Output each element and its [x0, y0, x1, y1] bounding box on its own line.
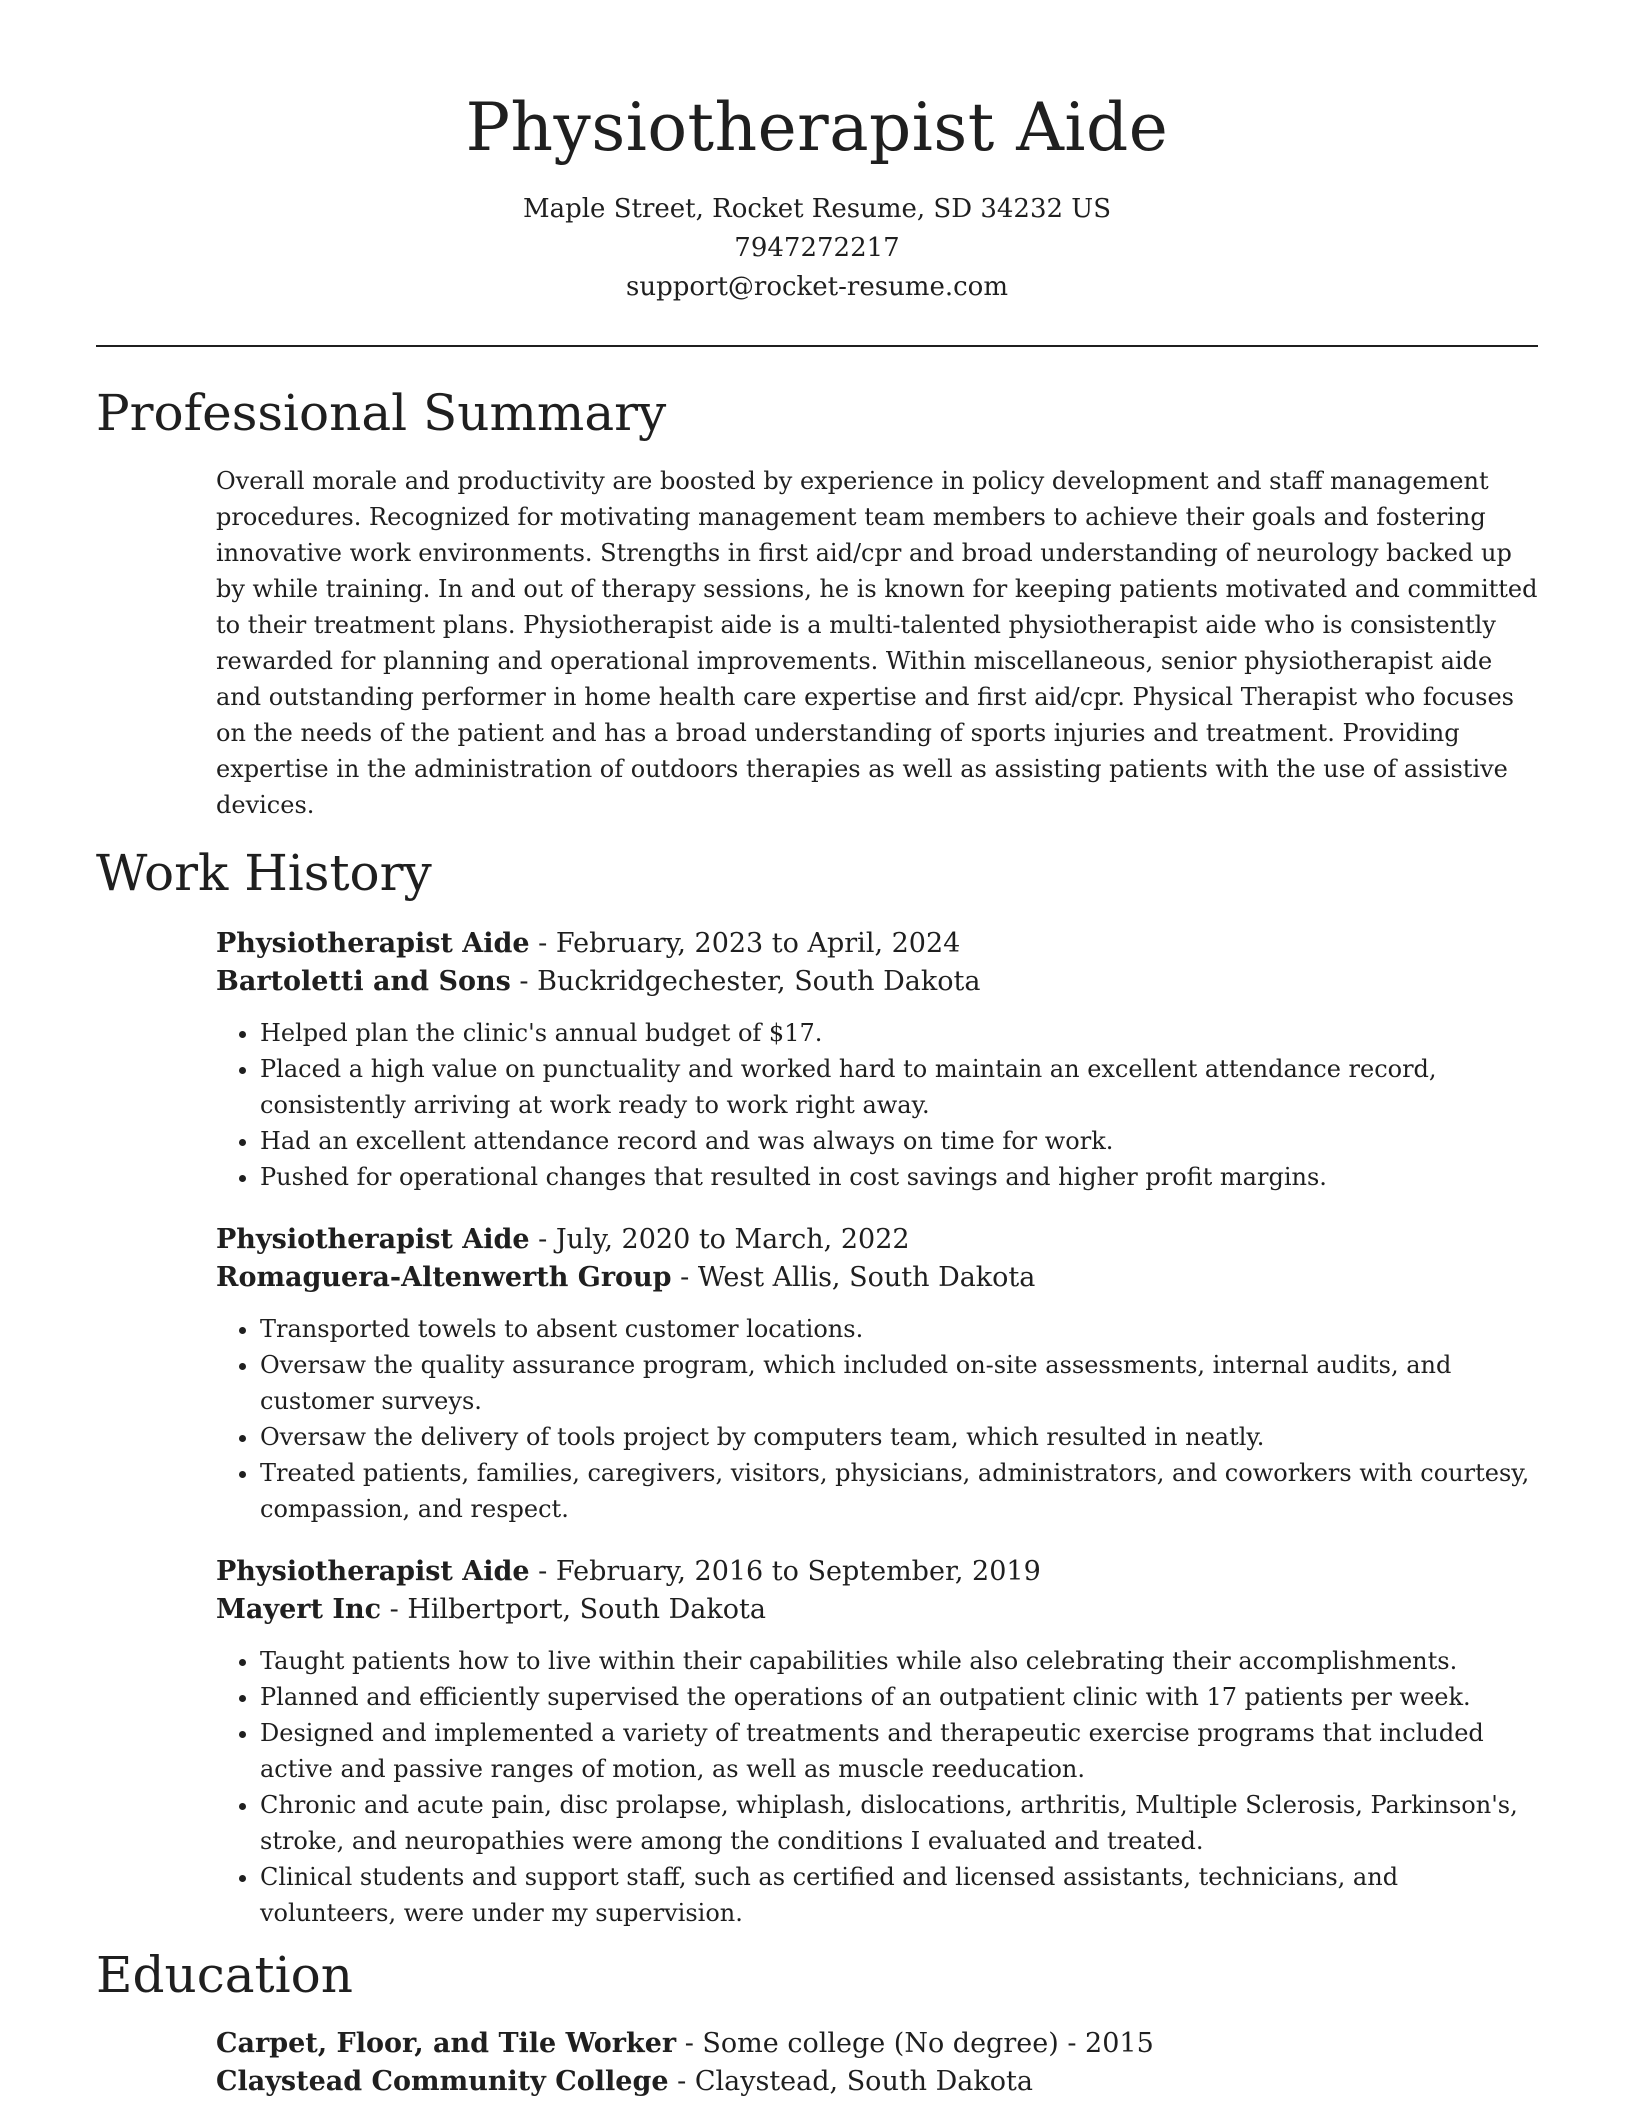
company-name: Mayert Inc	[216, 1594, 382, 1625]
company-name: Romaguera-Altenwerth Group	[216, 1262, 672, 1293]
separator: -	[1058, 2028, 1086, 2059]
bullet-item: • Oversaw the quality assurance program, which included on-site assessments, internal audits, and customer surveys.	[260, 1347, 1538, 1419]
work-history-section	[96, 843, 1538, 1931]
bullet-item: • Treated patients, families, caregivers, visitors, physicians, administrators, and coworkers with courtesy, compassion, and respect.	[260, 1455, 1538, 1527]
education-list	[216, 2025, 1538, 2101]
job-dates: July, 2020 to March, 2022	[555, 1224, 910, 1255]
separator: -	[671, 1262, 698, 1293]
graduation-year: 2015	[1085, 2028, 1154, 2059]
separator: -	[668, 2066, 695, 2097]
separator: -	[676, 2028, 703, 2059]
job-company-line	[216, 1591, 1538, 1629]
separator: -	[529, 1224, 556, 1255]
job-bullets	[216, 1643, 1538, 1931]
bullet-item: • Transported towels to absent customer locations.	[260, 1311, 1538, 1347]
job-title-line	[216, 1553, 1538, 1591]
bullet-item: • Planned and efficiently supervised the operations of an outpatient clinic with 17 patients per week.	[260, 1679, 1538, 1715]
summary-text: Overall morale and productivity are boosted by experience in policy development and staff management procedures. Recognized for motivating management team members to achieve their goals and fostering innovative work environments. Strengths in first aid/cpr and broad understanding of neurology backed up by while training. In and out of therapy sessions, he is known for keeping patients motivated and committed to their treatment plans. Physiotherapist aide is a multi-talented physiotherapist aide who is consistently rewarded for planning and operational improvements. Within miscellaneous, senior physiotherapist aide and outstanding performer in home health care expertise and first aid/cpr. Physical Therapist who focuses on the needs of the patient and has a broad understanding of sports injuries and treatment. Providing expertise in the administration of outdoors therapies as well as assisting patients with the use of assistive devices.	[216, 467, 1538, 819]
education-section	[96, 1945, 1538, 2101]
bullet-item: • Oversaw the delivery of tools project by computers team, which resulted in neatly.	[260, 1419, 1538, 1455]
job-company-line	[216, 963, 1538, 1001]
professional-summary-section	[96, 383, 1538, 823]
company-location: Buckridgechester, South Dakota	[537, 966, 981, 997]
job-dates: February, 2016 to September, 2019	[555, 1556, 1041, 1587]
education-school-line	[216, 2063, 1538, 2101]
bullet-item: • Pushed for operational changes that resulted in cost savings and higher profit margins.	[260, 1159, 1538, 1195]
job-entry	[216, 925, 1538, 1195]
work-history-heading: Work History	[96, 844, 432, 902]
separator: -	[529, 1556, 556, 1587]
job-title: Physiotherapist Aide	[216, 1556, 530, 1587]
job-entry	[216, 1553, 1538, 1931]
phone: 7947272217	[734, 233, 900, 263]
company-name: Bartoletti and Sons	[216, 966, 511, 997]
job-bullets	[216, 1311, 1538, 1527]
job-list	[216, 925, 1538, 1931]
contact-block	[96, 190, 1538, 307]
job-company-line	[216, 1259, 1538, 1297]
email: support@rocket-resume.com	[625, 272, 1008, 302]
summary-heading: Professional Summary	[96, 384, 667, 442]
education-heading: Education	[96, 1946, 353, 2004]
degree: Some college (No degree)	[702, 2028, 1059, 2059]
company-location: Hilbertport, South Dakota	[407, 1594, 766, 1625]
bullet-item: • Clinical students and support staff, such as certified and licensed assistants, technicians, and volunteers, were under my supervision.	[260, 1859, 1538, 1931]
education-program-line	[216, 2025, 1538, 2063]
program-name: Carpet, Floor, and Tile Worker	[216, 2028, 677, 2059]
header-divider	[96, 345, 1538, 347]
job-title: Physiotherapist Aide	[216, 928, 530, 959]
separator: -	[381, 1594, 408, 1625]
job-dates: February, 2023 to April, 2024	[555, 928, 961, 959]
company-location: West Allis, South Dakota	[697, 1262, 1036, 1293]
resume-page	[96, 0, 1538, 2101]
job-bullets	[216, 1015, 1538, 1195]
bullet-item: • Helped plan the clinic's annual budget of $17.	[260, 1015, 1538, 1051]
school-name: Claystead Community College	[216, 2066, 669, 2097]
bullet-item: • Designed and implemented a variety of treatments and therapeutic exercise programs that included active and passive ranges of motion, as well as muscle reeducation.	[260, 1715, 1538, 1787]
education-entry	[216, 2025, 1538, 2101]
job-title-line	[216, 1221, 1538, 1259]
address: Maple Street, Rocket Resume, SD 34232 US	[522, 194, 1112, 224]
bullet-item: • Had an excellent attendance record and was always on time for work.	[260, 1123, 1538, 1159]
job-title: Physiotherapist Aide	[216, 1224, 530, 1255]
separator: -	[529, 928, 556, 959]
job-entry	[216, 1221, 1538, 1527]
separator: -	[510, 966, 538, 997]
bullet-item: • Placed a high value on punctuality and worked hard to maintain an excellent attendance record, consistently arriving at work ready to work right away.	[260, 1051, 1538, 1123]
bullet-item: • Chronic and acute pain, disc prolapse, whiplash, dislocations, arthritis, Multiple Sclerosis, Parkinson's, stroke, and neuropathies were among the conditions I evaluated and treated.	[260, 1787, 1538, 1859]
school-location: Claystead, South Dakota	[694, 2066, 1033, 2097]
bullet-item: • Taught patients how to live within their capabilities while also celebrating their accomplishments.	[260, 1643, 1538, 1679]
resume-header	[96, 88, 1538, 347]
job-title-line	[216, 925, 1538, 963]
candidate-name: Physiotherapist Aide	[465, 89, 1169, 166]
